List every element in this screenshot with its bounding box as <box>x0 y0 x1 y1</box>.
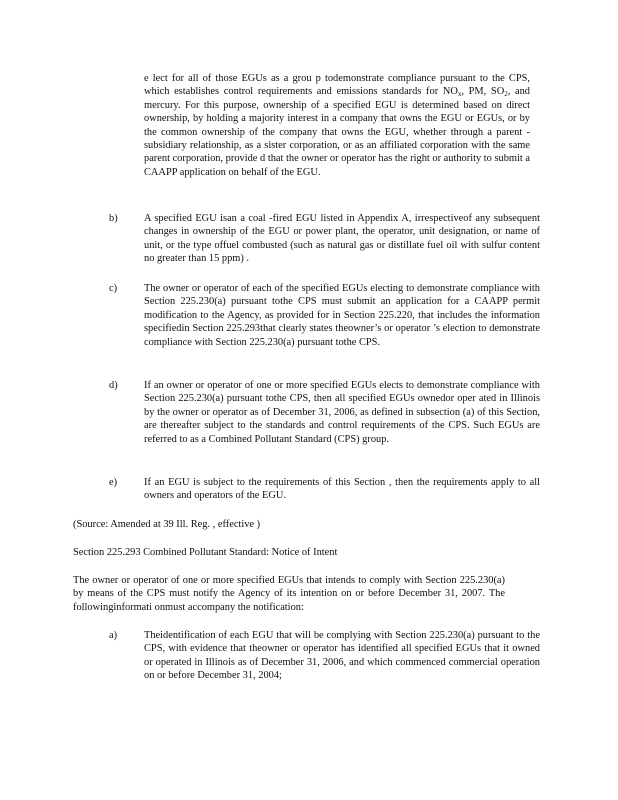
final-item-a-label: a) <box>109 630 118 641</box>
item-b-text: A specified EGU isan a coal -fired EGU listed in Appendix A, irrespectiveof any subsequent changes in ownership of the EGU or power plant, the operator, unit designation, or name of unit, or the type offuel combusted (such as natural gas or distillate fuel oil with sulfur content no greater than 15 ppm) . <box>144 213 540 265</box>
continuation-text-part2: , PM, SO <box>461 86 505 98</box>
continuation-paragraph <box>144 72 530 179</box>
nox-subscript: x <box>457 90 462 99</box>
item-c-text: The owner or operator of each of the specified EGUs electing to demonstrate compliance with Section 225.230(a) pursuant tothe CPS must submit an application for a CAAPP permit modification to the Agency, as provided for in Section 225.220, that includes the information specifiedin Section 225.293that clearly states theowner’s or operator ’s election to demonstrate compliance with Section 225.230(a) pursuant tothe CPS. <box>144 283 540 348</box>
source-note: (Source: Amended at 39 Ill. Reg. , effective ) <box>73 519 261 530</box>
so2-subscript: 2 <box>504 90 508 99</box>
item-e-label: e) <box>109 477 118 488</box>
item-d-label: d) <box>109 380 118 391</box>
final-item-a-text: Theidentification of each EGU that will be complying with Section 225.230(a) pursuant to the CPS, with evidence that theowner or operator has identified all specified EGUs that it owned or operated in Illinois as of December 31, 2006, and which commenced commercial operation on or before December 31, 2004; <box>144 630 540 682</box>
item-d-text: If an owner or operator of one or more specified EGUs elects to demonstrate compliance with Section 225.230(a) pursuant tothe CPS, then all specified EGUs ownedor oper ated in Illinois by the owner or operator as of December 31, 2006, as defined in subsection (a) of this Section, are thereafter subject to the standards and control requirements of the CPS. Such EGUs are referred to as a Combined Pollutant Standard (CPS) group. <box>144 380 540 445</box>
continuation-text-part1: e lect for all of those EGUs as a grou p todemonstrate compliance pursuant to the CPS, which establishes control requirements and emissions standards for NO <box>144 73 530 98</box>
item-b-label: b) <box>109 213 118 224</box>
item-e-text: If an EGU is subject to the requirements of this Section , then the requirements apply to all owners and operators of the EGU. <box>144 477 540 502</box>
continuation-text-part3: , and mercury. For this purpose, ownership of a specified EGU is determined based on direct ownership, by holding a majority interest in a company that owns the EGU or EGUs, or by the common ownership of the company that owns the EGU, whether through a parent - subsidiary relationship, as a sister corporation, or as an affiliated corporation with the same parent corporation, provide d that the owner or operator has the right or authority to submit a CAAPP application on behalf of the EGU. <box>144 86 530 178</box>
section-heading: Section 225.293 Combined Pollutant Standard: Notice of Intent <box>73 547 338 558</box>
item-c-label: c) <box>109 283 118 294</box>
intro-paragraph: The owner or operator of one or more specified EGUs that intends to comply with Section 225.230(a) by means of the CPS must notify the Agency of its intention on or before December 31, 2007. The followinginformati onmust accompany the notification: <box>73 575 505 613</box>
